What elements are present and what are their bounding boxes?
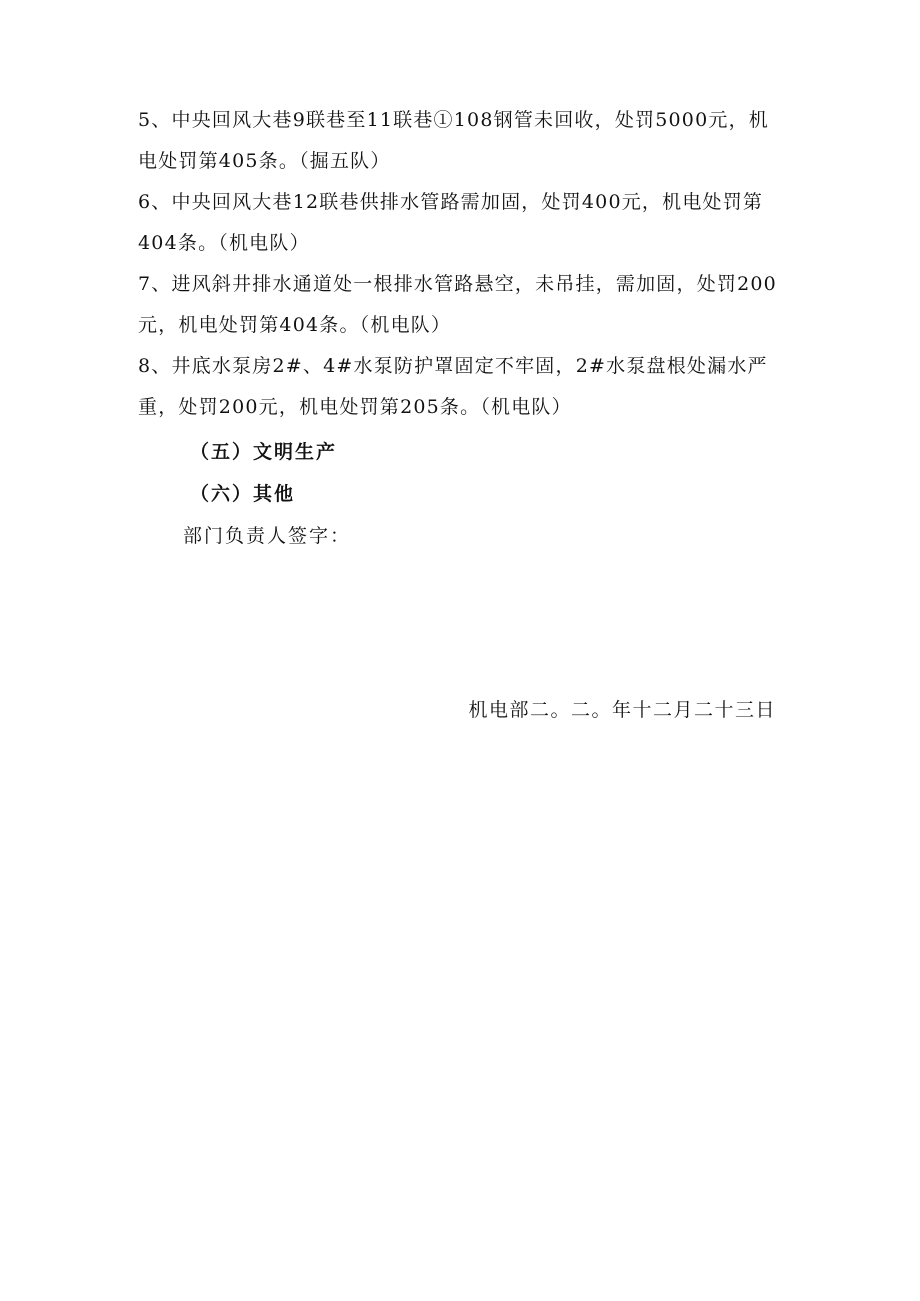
penalty-item-7: 7、进风斜井排水通道处一根排水管路悬空，未吊挂，需加固，处罚200元，机电处罚第404条。（机电队） [138, 273, 777, 336]
footer-department-date: 机电部二。二。年十二月二十三日 [468, 699, 776, 721]
penalty-item-8: 8、井底水泵房2#、4#水泵防护罩固定不牢固，2#水泵盘根处漏水严重，处罚200元，机电处罚第205条。（机电队） [138, 355, 768, 418]
penalty-item-6: 6、中央回风大巷12联巷供排水管路需加固，处罚400元，机电处罚第404条。（机电队） [138, 191, 764, 254]
section-heading-other: （六）其他 [190, 483, 296, 505]
section-heading-civilized-production: （五）文明生产 [190, 441, 338, 463]
signature-label: 部门负责人签字： [183, 525, 352, 547]
penalty-item-5: 5、中央回风大巷9联巷至11联巷①108钢管未回收，处罚5000元，机电处罚第405条。（掘五队） [138, 109, 769, 172]
